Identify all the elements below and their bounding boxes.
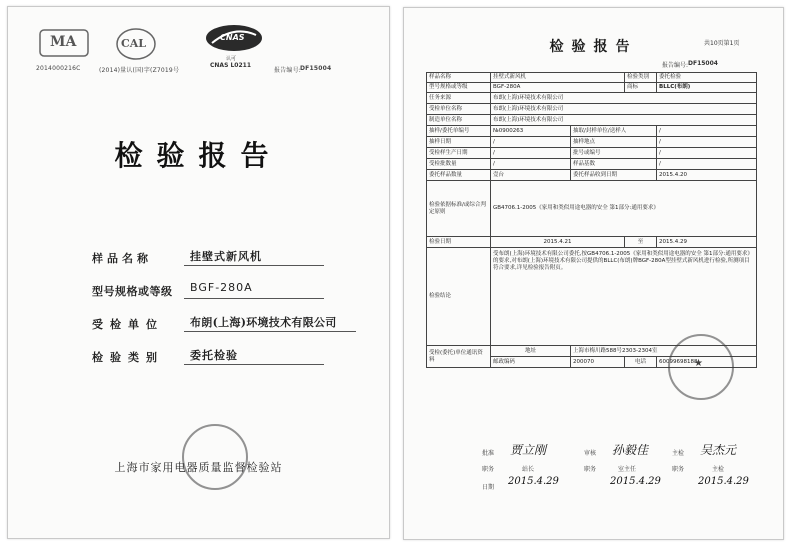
field-label-inspected-unit: 受检单位 — [92, 318, 164, 331]
cma-cert-number: 2014000216C — [36, 65, 81, 72]
table-label: 抽样/委托单编号 — [427, 126, 491, 137]
position-value: 主检 — [712, 466, 725, 473]
position-value: 站长 — [522, 466, 535, 473]
table-label: 检验日期 — [427, 237, 491, 248]
table-row — [427, 73, 757, 83]
table-label: 检验结论 — [427, 248, 491, 346]
table-value: 200070 — [571, 357, 625, 368]
check-label: 主检 — [672, 450, 685, 457]
cal-cert-number: (2014)量认(国)字(Z7019号 — [99, 67, 180, 74]
signature-auditor: 孙毅佳 — [612, 443, 649, 457]
table-value: 委托检验 — [657, 73, 757, 83]
table-label: 受检(委托)单位通讯资料 — [427, 346, 491, 368]
field-value-inspection-type: 委托检验 — [190, 349, 238, 362]
table-row — [427, 181, 757, 237]
table-label: 受检批数量 — [427, 159, 491, 170]
table-value: 上海市梅川路588号2303-2304室 — [571, 346, 757, 357]
table-value: / — [491, 137, 571, 148]
table-value: 挂壁式新风机 — [491, 73, 625, 83]
signature-checker: 吴杰元 — [700, 443, 737, 457]
official-seal-icon — [182, 424, 248, 490]
table-label: 制造单位名称 — [427, 115, 491, 126]
audit-label: 审核 — [584, 450, 597, 457]
table-row — [427, 170, 757, 181]
cnas-logo-text: CNAS — [220, 33, 245, 42]
table-label: 样品基数 — [571, 159, 657, 170]
seal-star-icon: ★ — [694, 358, 703, 369]
signature-approver: 贾立刚 — [510, 443, 547, 457]
field-label-model: 型号规格或等级 — [92, 285, 173, 298]
table-value: 布朗(上海)环境技术有限公司 — [491, 93, 757, 104]
field-value-inspected-unit: 布朗(上海)环境技术有限公司 — [190, 316, 337, 329]
table-label: 商标 — [625, 83, 657, 93]
table-row — [427, 126, 757, 137]
report-info-table — [426, 72, 757, 368]
position-value: 室主任 — [618, 466, 637, 473]
table-value: / — [657, 148, 757, 159]
table-value: / — [491, 159, 571, 170]
inspection-date-to: 2015.4.29 — [657, 237, 757, 248]
report-cover-page — [7, 6, 390, 539]
handwritten-date: 2015.4.29 — [698, 476, 749, 487]
field-label-inspection-type: 检验类别 — [92, 351, 164, 364]
field-label-sample-name: 样品名称 — [92, 252, 152, 265]
position-label: 职务 — [584, 466, 597, 473]
table-label: 邮政编码 — [491, 357, 571, 368]
table-value: 布朗(上海)环境技术有限公司 — [491, 104, 757, 115]
field-underline — [184, 331, 356, 332]
cnas-code: CNAS L0211 — [210, 62, 252, 69]
report-number-label: 报告编号: — [274, 67, 302, 74]
report-number-label: 报告编号: — [662, 62, 689, 69]
table-value: / — [491, 148, 571, 159]
table-row — [427, 148, 757, 159]
field-underline — [184, 298, 324, 299]
table-row — [427, 237, 757, 248]
inspection-date-to-label: 至 — [625, 237, 657, 248]
handwritten-date: 2015.4.29 — [508, 476, 559, 487]
report-number: DF15004 — [300, 65, 332, 72]
table-label: 委托样品收到日期 — [571, 170, 657, 181]
table-label: 样品名称 — [427, 73, 491, 83]
table-row — [427, 83, 757, 93]
table-row — [427, 115, 757, 126]
inspection-date-from: 2015.4.21 — [491, 237, 625, 248]
page-info: 共10页第1页 — [704, 40, 740, 47]
table-value: GB4706.1-2005《家用和类似用途电器的安全 第1部分:通用要求》 — [491, 181, 757, 237]
table-label: 批号或编号 — [571, 148, 657, 159]
report-title: 检验报告 — [549, 39, 638, 55]
date-label: 日期 — [482, 484, 495, 491]
cal-logo-text: CAL — [121, 37, 147, 50]
table-value: / — [657, 137, 757, 148]
table-value: №0900263 — [491, 126, 571, 137]
conclusion-text: 受布朗(上海)环境技术有限公司委托,按GB4706.1-2005《家用和类似用途电器的安全 第1部分:通用要求》的要求,对布朗(上海)环境技术有限公司提供的BLLC(布朗)牌BGF-280A型挂壁式新风机进行检验,所测项目符合要求,详见检验报告附页。 — [491, 248, 757, 346]
table-label: 受检样生产日期 — [427, 148, 491, 159]
approve-label: 批准 — [482, 450, 495, 457]
table-value: BLLC(布朗) — [657, 83, 757, 93]
report-detail-page — [403, 7, 784, 540]
field-value-sample-name: 挂壁式新风机 — [190, 250, 262, 263]
field-underline — [184, 364, 324, 365]
table-label: 抽样地点 — [571, 137, 657, 148]
table-label: 任务来源 — [427, 93, 491, 104]
position-label: 职务 — [672, 466, 685, 473]
table-value: 壹台 — [491, 170, 571, 181]
cover-title: 检验报告 — [114, 139, 283, 172]
table-label: 受检单位名称 — [427, 104, 491, 115]
cma-logo-text: MA — [50, 34, 77, 50]
table-label: 抽取/封样单位/送样人 — [571, 126, 657, 137]
table-value: / — [657, 159, 757, 170]
report-number: DF15004 — [688, 60, 718, 67]
table-value: / — [657, 126, 757, 137]
inspection-station-name: 上海市家用电器质量监督检验站 — [114, 461, 283, 474]
handwritten-date: 2015.4.29 — [610, 476, 661, 487]
table-label: 电话 — [625, 357, 657, 368]
table-label: 检验类别 — [625, 73, 657, 83]
table-value: 2015.4.20 — [657, 170, 757, 181]
table-row — [427, 248, 757, 346]
table-value: BGF-280A — [491, 83, 625, 93]
table-row — [427, 93, 757, 104]
table-label: 型号规格或等级 — [427, 83, 491, 93]
table-row — [427, 159, 757, 170]
table-label: 检验依据标准/或综合判定原则 — [427, 181, 491, 237]
position-label: 职务 — [482, 466, 495, 473]
cnas-cn-text: 认可 — [226, 56, 237, 62]
field-underline — [184, 265, 324, 266]
table-label: 地址 — [491, 346, 571, 357]
table-row — [427, 104, 757, 115]
field-value-model: BGF-280A — [190, 281, 253, 294]
table-label: 抽样日期 — [427, 137, 491, 148]
table-label: 委托样品数量 — [427, 170, 491, 181]
table-row — [427, 137, 757, 148]
table-value: 布朗(上海)环境技术有限公司 — [491, 115, 757, 126]
table-value: 60099698188 — [657, 357, 757, 368]
